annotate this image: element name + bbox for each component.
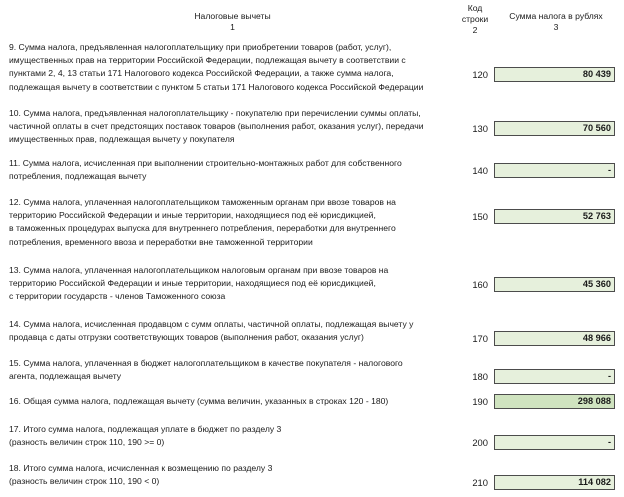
tax-amount-field[interactable]: 298 088: [494, 394, 615, 409]
header-number: 1: [230, 22, 235, 32]
row-description: [9, 395, 444, 408]
tax-amount-field[interactable]: 52 763: [494, 209, 615, 224]
description-line: 10. Сумма налога, предъявленная налогоплательщику - покупателю при перечислении суммы оплаты,: [9, 108, 421, 118]
description-line: 13. Сумма налога, уплаченная налогоплательщиком налоговым органам при ввозе товаров на: [9, 265, 389, 275]
line-code: 160: [472, 279, 488, 290]
description-line: 17. Итого сумма налога, подлежащая уплате в бюджет по разделу 3: [9, 424, 282, 434]
row-description: [9, 157, 444, 183]
header-title: Налоговые вычеты: [194, 11, 271, 21]
line-code: 130: [472, 123, 488, 134]
description-line: частичной оплаты в счет предстоящих поставок товаров (выполнения работ, оказания услуг), передачи: [9, 121, 424, 132]
description-line: в таможенных процедурах выпуска для внутреннего потребления, переработки для внутреннего: [9, 223, 396, 234]
row-description: [9, 264, 444, 304]
header-number: 2: [472, 25, 478, 35]
description-line: (разность величин строк 110, 190 >= 0): [9, 437, 165, 448]
row-description: [9, 41, 444, 94]
tax-amount-field[interactable]: 114 082: [494, 475, 615, 490]
header-title: Сумма налога в рублях: [509, 11, 603, 21]
line-code: 140: [472, 165, 488, 176]
line-code: 120: [472, 69, 488, 80]
tax-amount-field[interactable]: 45 360: [494, 277, 615, 292]
line-code: 190: [472, 396, 488, 407]
description-line: 16. Общая сумма налога, подлежащая вычету (сумма величин, указанных в строках 120 - 180): [9, 396, 389, 406]
description-line: 9. Сумма налога, предъявленная налогоплательщику при приобретении товаров (работ, услуг),: [9, 42, 392, 52]
header-column-line-code: [452, 3, 498, 36]
line-code: 170: [472, 333, 488, 344]
header-column-tax-amount: [494, 11, 618, 33]
description-line: потребления, подлежащая вычету: [9, 171, 147, 182]
description-line: подлежащая вычету в соответствии с пунктом 5 статьи 171 Налогового кодекса Российской Федерации: [9, 81, 424, 92]
tax-amount-field[interactable]: -: [494, 369, 615, 384]
header-number: 3: [553, 22, 559, 32]
row-description: [9, 107, 444, 147]
tax-amount-field[interactable]: -: [494, 163, 615, 178]
description-line: продавца с даты отгрузки соответствующих товаров (выполнения работ, оказания услуг): [9, 332, 364, 343]
description-line: территорию Российской Федерации и иные территории, находящиеся под её юрисдикцией,: [9, 278, 376, 289]
row-description: [9, 423, 444, 449]
line-code: 200: [472, 437, 488, 448]
description-line: (разность величин строк 110, 190 < 0): [9, 476, 160, 487]
tax-amount-field[interactable]: 48 966: [494, 331, 615, 346]
row-description: [9, 196, 444, 249]
tax-amount-field[interactable]: 70 560: [494, 121, 615, 136]
header-title-line1: Код: [467, 3, 483, 13]
tax-amount-field[interactable]: 80 439: [494, 67, 615, 82]
row-description: [9, 318, 444, 344]
description-line: имущественных прав на территории Российской Федерации, подлежащая вычету в соответствии с: [9, 55, 406, 66]
tax-amount-field[interactable]: -: [494, 435, 615, 450]
description-line: агента, подлежащая вычету: [9, 371, 122, 382]
line-code: 210: [472, 477, 488, 488]
description-line: пунктами 2, 4, 13 статьи 171 Налогового кодекса Российской Федерации, а также сумма налога,: [9, 68, 394, 79]
description-line: потребления, временного ввоза и переработки вне таможенной территории: [9, 236, 313, 247]
line-code: 150: [472, 211, 488, 222]
description-line: 15. Сумма налога, уплаченная в бюджет налогоплательщиком в качестве покупателя - налогового: [9, 358, 403, 368]
header-title-line2: строки: [461, 14, 489, 24]
row-description: [9, 357, 444, 383]
description-line: с территории государств - членов Таможенного союза: [9, 291, 226, 302]
description-line: 18. Итого сумма налога, исчисленная к возмещению по разделу 3: [9, 463, 273, 473]
header-column-tax-deductions: [120, 11, 345, 33]
description-line: 14. Сумма налога, исчисленная продавцом с сумм оплаты, частичной оплаты, подлежащая вычету у: [9, 319, 414, 329]
description-line: 12. Сумма налога, уплаченная налогоплательщиком таможенным органам при ввозе товаров на: [9, 197, 396, 207]
description-line: 11. Сумма налога, исчисленная при выполнении строительно-монтажных работ для собственного: [9, 158, 402, 168]
description-line: территорию Российской Федерации и иные территории, находящиеся под её юрисдикцией,: [9, 210, 376, 221]
row-description: [9, 462, 444, 488]
line-code: 180: [472, 371, 488, 382]
description-line: имущественных прав, подлежащая вычету у покупателя: [9, 134, 235, 145]
